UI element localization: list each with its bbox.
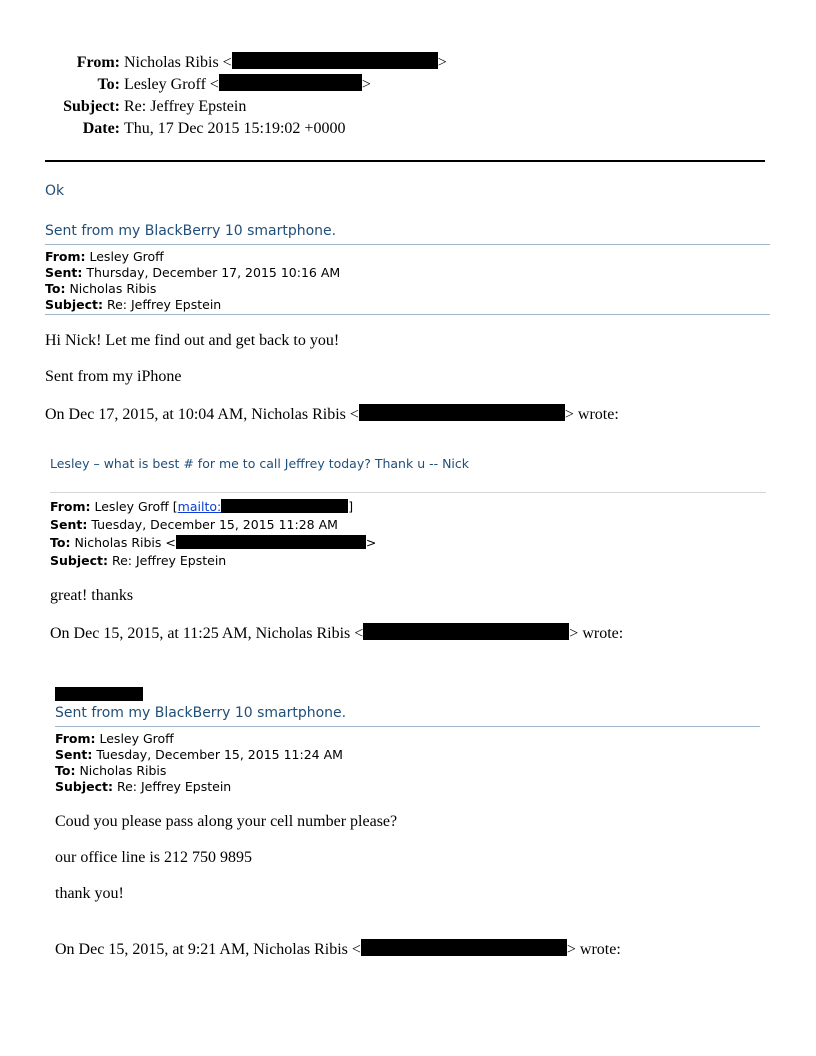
quote3-line3: thank you!: [55, 885, 124, 902]
quote3-to-value: Nicholas Ribis: [79, 763, 167, 778]
redaction-bar: [176, 535, 366, 549]
quote1-from-label: From:: [45, 249, 86, 264]
quote2-sent-label: Sent:: [50, 517, 88, 532]
quote-divider: [45, 314, 770, 315]
quote3-on-suffix: > wrote:: [566, 941, 621, 958]
quote3-from-value: Lesley Groff: [99, 731, 174, 746]
quote1-header: [45, 249, 340, 313]
header-to-row: [0, 74, 371, 96]
quote3-line2: our office line is 212 750 9895: [55, 849, 253, 866]
quote-divider: [55, 726, 760, 727]
quote2-subject-value: Re: Jeffrey Epstein: [111, 553, 227, 568]
quote3-subject-value: Re: Jeffrey Epstein: [116, 779, 232, 794]
redaction-bar: [361, 939, 567, 956]
blackberry-signature: Sent from my BlackBerry 10 smartphone.: [45, 223, 337, 239]
quote-divider: [45, 244, 770, 245]
quote1-on-suffix: > wrote:: [564, 406, 619, 423]
redaction-bar: [359, 404, 565, 421]
header-divider: [45, 160, 765, 162]
header-subject-value: Re: Jeffrey Epstein: [124, 98, 247, 115]
quote2-on-wrote: [50, 623, 623, 643]
quote1-from-value: Lesley Groff: [89, 249, 164, 264]
quote2-from-value: Lesley Groff [: [94, 499, 178, 514]
header-to-value: Lesley Groff <: [124, 76, 219, 93]
quote2-sent-value: Tuesday, December 15, 2015 11:28 AM: [91, 517, 338, 532]
quote3-sent-value: Tuesday, December 15, 2015 11:24 AM: [96, 747, 343, 762]
quote2-on-prefix: On Dec 15, 2015, at 11:25 AM, Nicholas Ribis <: [50, 625, 364, 642]
quote1-sent-label: Sent:: [45, 265, 83, 280]
quote3-to-label: To:: [55, 763, 76, 778]
quote2-from-close: ]: [348, 499, 354, 514]
quote-divider: [50, 492, 766, 493]
quote2-header: [50, 498, 376, 570]
quote1-to-label: To:: [45, 281, 66, 296]
quote1-subject-label: Subject:: [45, 297, 103, 312]
quote2-on-suffix: > wrote:: [569, 625, 624, 642]
redaction-bar: [55, 687, 143, 701]
quote3-on-wrote: [55, 939, 621, 959]
quote3-signature: Sent from my BlackBerry 10 smartphone.: [55, 705, 347, 721]
quote2-subject-label: Subject:: [50, 553, 108, 568]
header-to-label: To:: [97, 76, 120, 93]
header-date-label: Date:: [82, 120, 120, 137]
redaction-bar: [219, 74, 362, 91]
redaction-bar: [363, 623, 569, 640]
quote1-sent-value: Thursday, December 17, 2015 10:16 AM: [86, 265, 341, 280]
redaction-bar: [232, 52, 438, 69]
header-subject-row: [0, 96, 246, 118]
quote3-sent-label: Sent:: [55, 747, 93, 762]
quote2-to-value: Nicholas Ribis <: [74, 535, 176, 550]
quote3-header: [55, 731, 343, 795]
header-from-label: From:: [76, 54, 120, 71]
quote3-line1: Coud you please pass along your cell number please?: [55, 813, 398, 830]
quote2-body: Lesley – what is best # for me to call Jeffrey today? Thank u -- Nick: [50, 456, 470, 471]
header-from-row: [0, 52, 447, 74]
quote3-from-label: From:: [55, 731, 96, 746]
header-from-close: >: [437, 54, 447, 71]
quote2-from-label: From:: [50, 499, 91, 514]
mailto-link[interactable]: mailto:: [177, 499, 222, 514]
quote1-on-wrote: [45, 404, 619, 424]
redaction-bar: [221, 499, 348, 513]
header-subject-label: Subject:: [63, 98, 120, 115]
quote2-reply: great! thanks: [50, 587, 134, 604]
quote2-to-label: To:: [50, 535, 71, 550]
quote1-signature: Sent from my iPhone: [45, 368, 182, 385]
quote2-to-close: >: [365, 535, 377, 550]
header-to-close: >: [361, 76, 371, 93]
quote1-on-prefix: On Dec 17, 2015, at 10:04 AM, Nicholas Ribis <: [45, 406, 359, 423]
quote1-body: Hi Nick! Let me find out and get back to you!: [45, 332, 340, 349]
quote3-subject-label: Subject:: [55, 779, 113, 794]
header-date-value: Thu, 17 Dec 2015 15:19:02 +0000: [124, 120, 346, 137]
header-from-value: Nicholas Ribis <: [124, 54, 232, 71]
header-date-row: [0, 118, 345, 140]
quote3-on-prefix: On Dec 15, 2015, at 9:21 AM, Nicholas Ribis <: [55, 941, 361, 958]
quote1-subject-value: Re: Jeffrey Epstein: [106, 297, 222, 312]
reply-text: Ok: [45, 183, 65, 199]
quote1-to-value: Nicholas Ribis: [69, 281, 157, 296]
